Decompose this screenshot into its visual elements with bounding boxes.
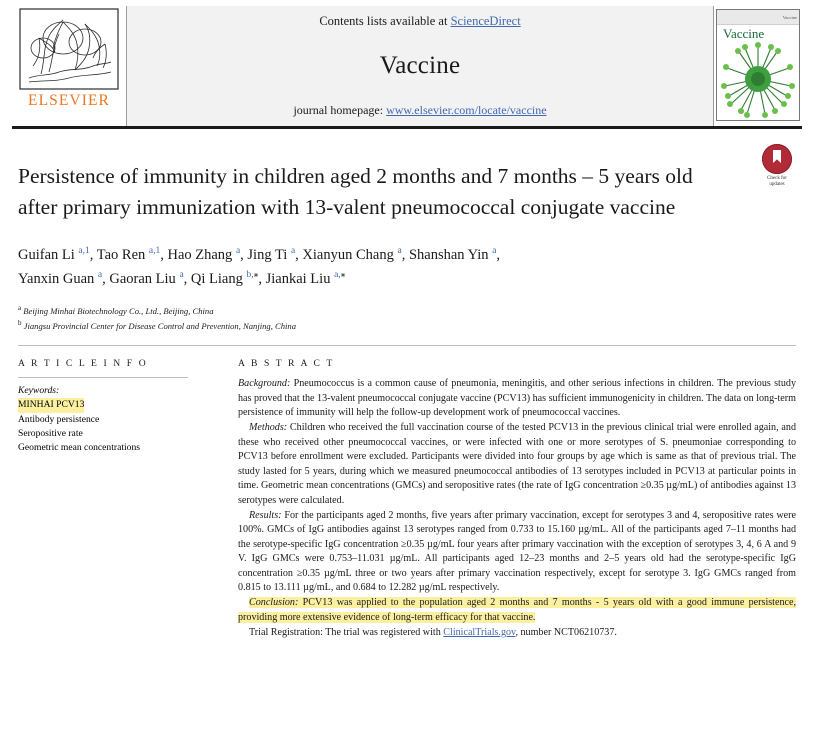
author-affil-marker: a (235, 246, 241, 257)
crossmark-icon (762, 144, 792, 174)
keywords-list (18, 398, 200, 455)
journal-homepage-line (293, 103, 546, 118)
abstract-heading: A B S T R A C T (238, 358, 335, 370)
journal-homepage-link[interactable]: www.elsevier.com/locate/vaccine (386, 103, 547, 117)
trial-registration-prefix: Trial Registration: The trial was registered with (249, 626, 444, 638)
sciencedirect-link[interactable]: ScienceDirect (450, 14, 521, 28)
abstract-column (214, 358, 796, 640)
abstract-methods-text: Children who received the full vaccination course of the tested PCV13 in the previous clinical trial were enrolled again, and these who received other pneumococcal vaccines, or were infected with one or more serotypes of S. pneumoniae corresponding to PCV13 before enrollment were excluded. Participants were divided into four groups by age which is same as that of previous trial. The study lasted for 5 years, during which we measured pneumococcal antibodies of 13 serotypes included in PCV13 at particular points in time. Geometric mean concentrations (GMCs) and seropositive rates (the rate of IgG concentration ≥0.35 µg/mL) of antibodies against 13 serotypes were calculated. (238, 422, 796, 506)
abstract-methods-label: Methods: (249, 422, 288, 434)
affiliation-a: $^a$ Beijing Minhai Biotechnology Co., Ltd., Beijing, China (18, 304, 214, 316)
author-affil-marker: a,1 (78, 246, 90, 257)
affiliation-a-text: Beijing Minhai Biotechnology Co., Ltd., Beijing, China (23, 305, 214, 316)
info-abstract-columns (18, 358, 796, 640)
abstract-results-label: Results: (249, 509, 282, 521)
abstract-background-text: Pneumococcus is a common cause of pneumonia, meningitis, and other serious infections in children. The previous study has proved that the 13-valent pneumococcal conjugate vaccine (PCV13) has sufficient immunogenicity in children. The data on long-term persistence of immunity will help the follow-up development work of pneumococcal vaccines. (238, 378, 796, 419)
cover-virus-illustration (717, 40, 799, 118)
abstract-results-text: For the participants aged 2 months, five years after primary vaccination, except for serotypes 3 and 4, seropositive rates were 100%. GMCs of IgG antibodies against 13 serotypes ranged from 0.733 to 15.160 µg/mL. All of the participants aged 7–11 months had the serotype-specific IgG concentration ≥0.35 µg/mL four years after primary vaccination with the exception of serotypes 3, 4, 6 A and 9 V. IgG GMCs were 0.753–11.031 µg/mL. All participants aged 12–23 months and 2–5 years old had the serotype-specific IgG concentration ≥0.35 µg/mL three or two years after primary vaccination respectively, except for serotype 3. IgG GMCs ranged from 0.815 to 13.111 µg/mL, and 0.684 to 12.282 µg/mL respectively. (238, 509, 796, 594)
masthead-center (127, 6, 714, 126)
abstract-conclusion (238, 596, 796, 625)
contents-lists-line (319, 14, 520, 29)
affiliation-b: $^b$ Jiangsu Provincial Center for Disease Control and Prevention, Nanjing, China (18, 319, 297, 332)
journal-masthead (12, 6, 802, 129)
elsevier-tree-icon (19, 8, 119, 90)
affiliations (18, 303, 796, 333)
keyword-item: Seropositive rate (18, 427, 83, 439)
article-info-column (18, 358, 214, 455)
keywords-label: Keywords: (18, 385, 60, 397)
article-title: Persistence of immunity in children aged 2 months and 7 months – 5 years old after primary immunization with 13-valent pneumococcal conjugate vaccine (18, 164, 693, 219)
crossmark-label-line2: updates (769, 181, 785, 187)
cover-journal-title: Vaccine (723, 26, 765, 41)
trial-registration-suffix: , number NCT06210737. (515, 626, 617, 638)
homepage-prefix: journal homepage: (293, 103, 387, 117)
author-affil-marker: a (397, 246, 402, 257)
author-list: Guifan Li $^{a,1}$, Tao Ren $^{a,1}$, Hao Zhang $^a$, Jing Ti $^a$, Xianyun Chang $^a$, Shanshan Yin $^a$, Yanxin Guan $^a$, Gaoran Liu $^a$, Qi Liang $^{b,⁎}$, Jiankai Liu $^{a,⁎}$ (18, 246, 501, 287)
article-info-heading: A R T I C L E I N F O (18, 358, 148, 370)
abstract-conclusion-text: PCV13 was applied to the population aged 2 months and 7 months - 5 years old with a good immune persistence, providing more extensive evidence of long-term efficacy for that vaccine. (238, 597, 796, 623)
author-affil-marker: a,⁎ (334, 269, 346, 280)
author-affil-marker: b,⁎ (246, 269, 259, 280)
journal-title: Vaccine (379, 52, 461, 79)
contents-prefix: Contents lists available at (319, 14, 451, 28)
author-affil-marker: a,1 (148, 246, 161, 257)
keyword-item: Geometric mean concentrations (18, 441, 141, 453)
journal-cover-image (716, 9, 800, 121)
abstract-trial-registration (238, 626, 796, 640)
keyword-item-highlighted: MINHAI PCV13 (18, 398, 84, 412)
crossmark-check-for-updates-badge[interactable] (754, 144, 800, 188)
author-affil-marker: a (179, 269, 184, 280)
crossmark-label-line1: Check for (767, 176, 787, 181)
abstract-conclusion-label: Conclusion: (249, 597, 299, 609)
abstract-background (238, 377, 796, 420)
abstract-background-label: Background: (238, 378, 291, 390)
article-info-divider (18, 377, 188, 378)
header-divider (18, 345, 796, 346)
abstract-methods (238, 421, 796, 508)
elsevier-logo (12, 6, 127, 126)
author-affil-marker: a (492, 246, 497, 257)
author-affil-marker: a (97, 269, 103, 280)
abstract-results (238, 509, 796, 596)
elsevier-wordmark: ELSEVIER (28, 92, 110, 109)
clinicaltrials-link[interactable]: ClinicalTrials.gov (443, 626, 516, 638)
cover-corner-text: Vaccine (717, 10, 799, 25)
journal-cover (714, 6, 802, 126)
author-affil-marker: a (290, 246, 296, 257)
affiliation-b-text: Jiangsu Provincial Center for Disease Control and Prevention, Nanjing, China (23, 321, 297, 332)
keyword-item: Antibody persistence (18, 413, 100, 425)
